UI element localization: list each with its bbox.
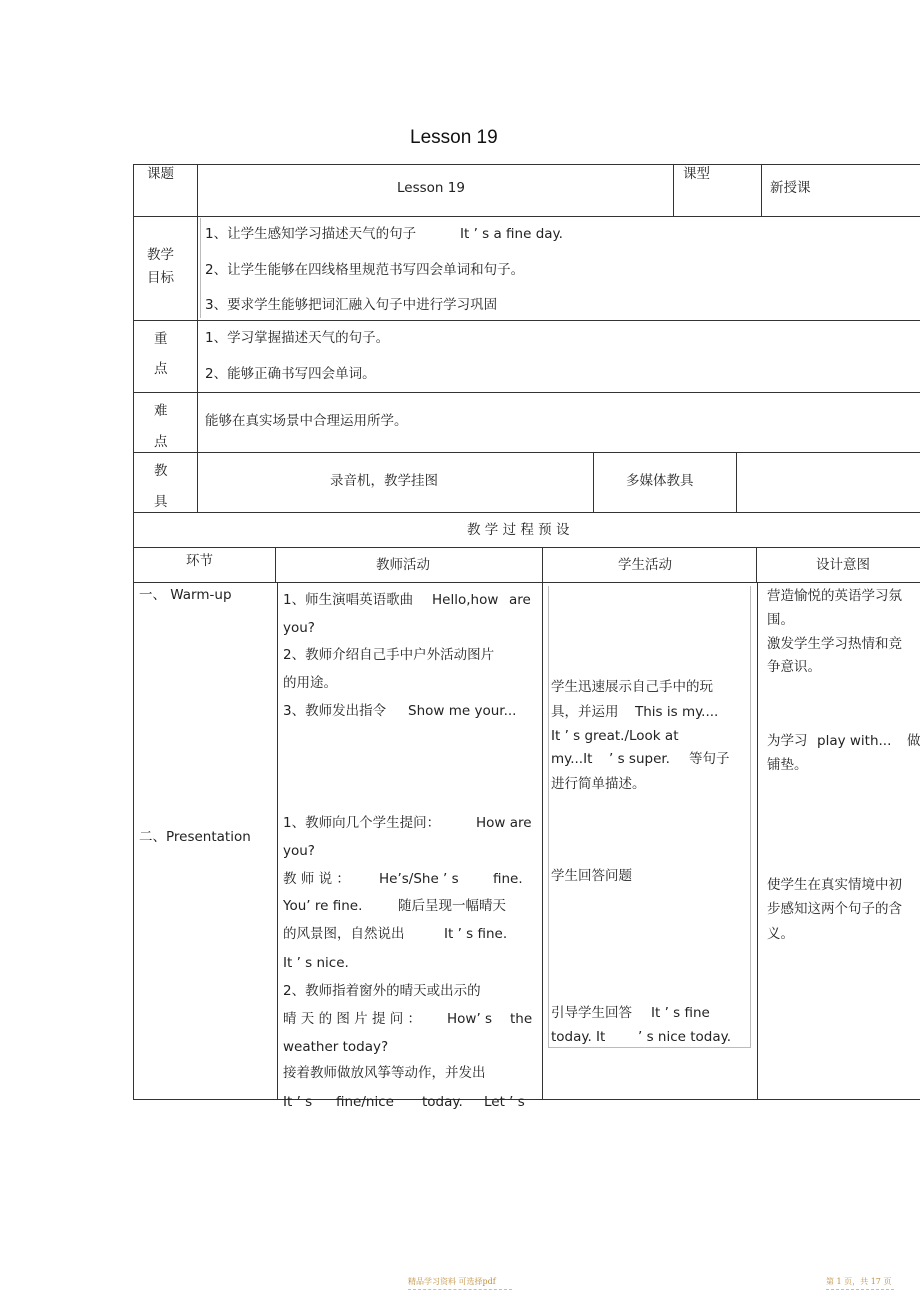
footer-page-number: 第 1 页，共 17 页 <box>826 1277 892 1286</box>
aids-label-1: 教 <box>154 463 168 479</box>
col-header-intent: 设计意图 <box>816 557 870 573</box>
keypoint-item: 1、学习掌握描述天气的句子。 <box>205 330 390 346</box>
page-title: Lesson 19 <box>410 127 498 148</box>
topic-label: 课题 <box>147 166 174 182</box>
type-label: 课型 <box>683 166 710 182</box>
col-header-student: 学生活动 <box>618 557 672 573</box>
difficulty-label-2: 点 <box>154 434 168 450</box>
col-header-teacher: 教师活动 <box>376 557 430 573</box>
goal-item: 3、要求学生能够把词汇融入句子中进行学习巩固 <box>205 297 498 313</box>
aids-value-1: 录音机，教学挂图 <box>330 473 438 489</box>
footer-left: 精品学习资料 可选择pdf <box>408 1277 496 1286</box>
type-value: 新授课 <box>770 180 811 196</box>
aids-value-2: 多媒体教具 <box>626 473 694 489</box>
stage-warmup: 一、 Warm-up <box>139 587 232 603</box>
difficulty-text: 能够在真实场景中合理运用所学。 <box>205 413 408 429</box>
goal-item: 2、让学生能够在四线格里规范书写四会单词和句子。 <box>205 262 525 278</box>
difficulty-label-1: 难 <box>154 403 168 419</box>
topic-value: Lesson 19 <box>397 180 465 196</box>
process-heading: 教 学 过 程 预 设 <box>467 522 570 538</box>
keypoint-item: 2、能够正确书写四会单词。 <box>205 366 376 382</box>
keypoints-label-2: 点 <box>154 361 168 377</box>
stage-presentation: 二、Presentation <box>139 829 251 845</box>
aids-label-2: 具 <box>154 494 168 510</box>
col-header-stage: 环节 <box>186 553 213 569</box>
keypoints-label-1: 重 <box>154 331 168 347</box>
goal-item: 1、让学生感知学习描述天气的句子 <box>205 226 417 242</box>
goal-item-sentence: It ’ s a fine day. <box>460 226 563 242</box>
goals-label-1: 教学 <box>147 247 174 263</box>
goals-label-2: 目标 <box>147 270 174 286</box>
